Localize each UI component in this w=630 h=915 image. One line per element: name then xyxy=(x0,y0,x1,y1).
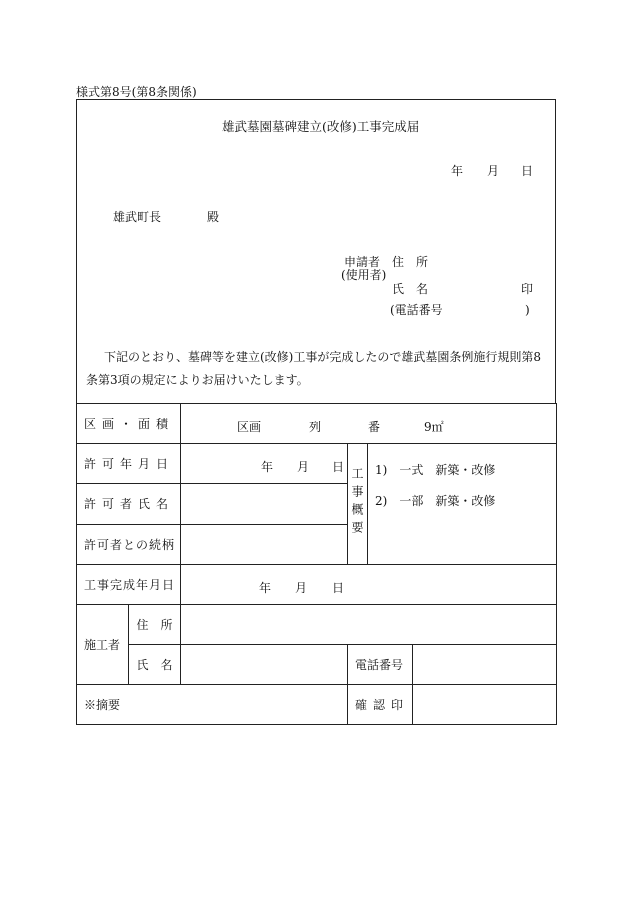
date-day-label: 日 xyxy=(521,164,534,178)
permit-holder-label: 許可者氏名 xyxy=(77,484,181,524)
plot-row-label: 列 xyxy=(309,420,322,434)
applicant-phone-close: ) xyxy=(525,303,530,317)
completion-day-label: 日 xyxy=(332,581,345,595)
permit-date-value[interactable] xyxy=(181,444,348,484)
body-text-line1: 下記のとおり、墓碑等を建立(改修)工事が完成したので雄武墓園条例施行規則第8 xyxy=(104,350,542,364)
completion-date-value[interactable] xyxy=(181,565,557,605)
permit-holder-value[interactable] xyxy=(181,484,348,524)
seal-mark: 印 xyxy=(521,282,534,296)
plot-area-size: 9㎡ xyxy=(424,420,444,434)
permit-month-label: 月 xyxy=(297,460,310,474)
relation-label: 許可者との続柄 xyxy=(77,524,181,564)
completion-year-label: 年 xyxy=(259,581,272,595)
permit-day-label: 日 xyxy=(332,460,345,474)
plot-section-label: 区画 xyxy=(237,420,262,434)
details-table xyxy=(76,403,557,725)
permit-date-label: 許可年月日 xyxy=(77,444,181,484)
relation-value[interactable] xyxy=(181,524,348,564)
applicant-phone-label: (電話番号 xyxy=(390,303,443,317)
permit-year-label: 年 xyxy=(261,460,274,474)
addressee-honorific: 殿 xyxy=(207,210,220,224)
completion-month-label: 月 xyxy=(295,581,308,595)
body-text-line2: 条第3項の規定によりお届けいたします。 xyxy=(86,373,309,387)
form-title: 雄武墓園墓碑建立(改修)工事完成届 xyxy=(222,119,420,134)
contractor-address-label: 住 所 xyxy=(129,605,181,645)
phone-label: 電話番号 xyxy=(348,645,413,685)
construction-summary-options[interactable] xyxy=(368,444,557,565)
applicant-label: 申請者 xyxy=(344,255,381,269)
option-full[interactable]: 1) 一式 新築・改修 xyxy=(375,463,496,477)
contractor-address-value[interactable] xyxy=(181,605,557,645)
applicant-name-label: 氏 名 xyxy=(392,282,429,296)
date-month-label: 月 xyxy=(487,164,500,178)
applicant-sub-label: (使用者) xyxy=(341,268,387,282)
applicant-address-label: 住 所 xyxy=(392,255,429,269)
completion-date-label: 工事完成年月日 xyxy=(77,565,181,605)
contractor-name-label: 氏 名 xyxy=(129,645,181,685)
contractor-name-value[interactable] xyxy=(181,645,348,685)
date-year-label: 年 xyxy=(451,164,464,178)
plot-area-label: 区画・面積 xyxy=(77,404,181,444)
contractor-label: 施工者 xyxy=(77,605,129,685)
confirm-seal-value xyxy=(413,685,557,725)
plot-number-label: 番 xyxy=(368,420,381,434)
phone-value[interactable] xyxy=(413,645,557,685)
construction-summary-label: 工事概要 xyxy=(348,444,368,565)
plot-area-value xyxy=(181,404,557,444)
option-partial[interactable]: 2) 一部 新築・改修 xyxy=(375,494,496,508)
addressee-name: 雄武町長 xyxy=(113,210,162,224)
confirm-seal-label: 確認印 xyxy=(348,685,413,725)
form-number: 様式第8号(第8条関係) xyxy=(76,85,197,99)
remarks-label: ※摘要 xyxy=(77,685,348,725)
